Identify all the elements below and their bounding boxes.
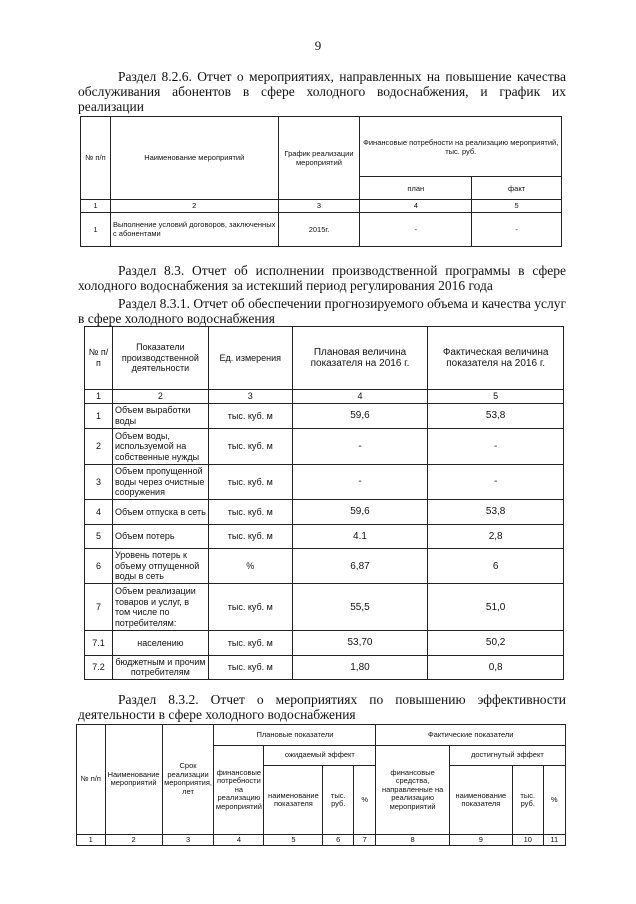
col-number: 5 [428,389,564,403]
header-plan: Плановая величина показателя на 2016 г. [292,327,428,390]
row-unit: тыс. куб. м [208,403,292,428]
header-indicator-name: наименование показателя [264,766,323,835]
col-number: 9 [449,834,512,845]
header-indicator: Показатели производственной деятельности [112,327,208,390]
header-achieved-effect: достигнутый эффект [449,746,565,766]
row-name: бюджетным и прочим потребителям [112,655,208,679]
header-unit: Ед. измерения [208,327,292,390]
col-number: 1 [77,834,106,845]
row-plan: 6,87 [292,548,428,584]
table-row [85,584,564,631]
table-row [85,524,564,548]
row-name: Объем воды, используемой на собственные нужды [112,429,208,465]
header-finance: Финансовые потребности на реализацию мероприятий, тыс. руб. [360,117,562,177]
col-number: 7 [354,834,376,845]
row-num: 4 [85,500,113,524]
table-row [85,464,564,500]
col-number: 8 [376,834,449,845]
row-unit: тыс. куб. м [208,500,292,524]
header-thousand-rub: тыс. руб. [323,766,354,835]
col-number: 4 [360,199,472,212]
header-fact: факт [472,177,562,199]
col-number: 5 [472,199,562,212]
col-number: 1 [85,389,113,403]
col-number: 1 [81,199,111,212]
header-fact: Фактическая величина показателя на 2016 г. [428,327,564,390]
row-unit: тыс. куб. м [208,429,292,465]
row-num: 5 [85,524,113,548]
col-number: 3 [278,199,360,212]
col-number: 2 [110,199,278,212]
row-name: Объем пропущенной воды через очистные сооружения [112,464,208,500]
row-num: 1 [81,212,111,246]
header-thousand-rub: тыс. руб. [512,766,543,835]
header-num: № п/п [85,327,113,390]
row-unit: тыс. куб. м [208,524,292,548]
row-fact: 53,8 [428,403,564,428]
row-name: населению [112,631,208,655]
row-plan: 1,80 [292,655,428,679]
row-plan: 55,5 [292,584,428,631]
row-num: 3 [85,464,113,500]
row-name: Объем реализации товаров и услуг, в том числе по потребителям: [112,584,208,631]
header-percent: % [543,766,565,835]
row-fact: 50,2 [428,631,564,655]
table-row [81,212,562,246]
row-name: Объем потерь [112,524,208,548]
header-name: Наименование мероприятий [105,725,162,835]
row-unit: тыс. куб. м [208,631,292,655]
page-number: 9 [314,38,322,53]
col-number: 4 [214,834,264,845]
row-fact: - [428,464,564,500]
row-fact: - [428,429,564,465]
header-name: Наименование мероприятий [110,117,278,200]
row-fact: 2,8 [428,524,564,548]
header-term: Срок реализации мероприятия, лет [162,725,214,835]
header-actual: Фактические показатели [376,725,566,746]
row-plan: - [292,429,428,465]
header-fin-directed: финансовые средства, направленные на реализацию мероприятий [376,746,449,835]
table-8-3-2 [76,724,566,846]
row-fact: - [472,212,562,246]
row-num: 1 [85,403,113,428]
row-plan: - [292,464,428,500]
col-number: 5 [264,834,323,845]
table-8-3-1 [84,326,564,680]
row-num: 7.1 [85,631,113,655]
table-row [85,631,564,655]
header-indicator-name: наименование показателя [449,766,512,835]
row-name: Уровень потерь к объему отпущенной воды в сеть [112,548,208,584]
row-schedule: 2015г. [278,212,360,246]
header-planned: Плановые показатели [214,725,376,746]
col-number: 3 [162,834,214,845]
row-num: 2 [85,429,113,465]
row-unit: % [208,548,292,584]
header-plan: план [360,177,472,199]
row-plan: 4.1 [292,524,428,548]
section-8-3-1-title: Раздел 8.3.1. Отчет об обеспечении прогнозируемого объема и качества услуг в сфере холодного водоснабжения [78,296,566,326]
row-plan: 53,70 [292,631,428,655]
col-number: 2 [112,389,208,403]
row-fact: 6 [428,548,564,584]
header-num: № п/п [81,117,111,200]
row-num: 7.2 [85,655,113,679]
col-number: 4 [292,389,428,403]
row-fact: 51,0 [428,584,564,631]
section-8-2-6-title: Раздел 8.2.6. Отчет о мероприятиях, направленных на повышение качества обслуживания абонентов в сфере холодного водоснабжения, и график их реализации [78,69,566,114]
row-fact: 0,8 [428,655,564,679]
row-name: Объем отпуска в сеть [112,500,208,524]
col-number: 10 [512,834,543,845]
row-fact: 53,8 [428,500,564,524]
row-unit: тыс. куб. м [208,584,292,631]
row-unit: тыс. куб. м [208,655,292,679]
table-row [85,429,564,465]
row-unit: тыс. куб. м [208,464,292,500]
section-8-3-title: Раздел 8.3. Отчет об исполнении производственной программы в сфере холодного водоснабжения за истекший период регулирования 2016 года [78,263,566,293]
table-8-2-6 [80,116,562,247]
row-num: 6 [85,548,113,584]
header-expected-effect: ожидаемый эффект [264,746,376,766]
header-fin-need: финансовые потребности на реализацию мероприятий [214,746,264,835]
row-name: Выполнение условий договоров, заключенных с абонентами [110,212,278,246]
table-row [85,655,564,679]
header-schedule: График реализации мероприятий [278,117,360,200]
header-percent: % [354,766,376,835]
col-number: 2 [105,834,162,845]
row-plan: - [360,212,472,246]
col-number: 3 [208,389,292,403]
row-plan: 59,6 [292,403,428,428]
col-number: 11 [543,834,565,845]
row-name: Объем выработки воды [112,403,208,428]
section-8-3-2-title: Раздел 8.3.2. Отчет о мероприятиях по повышению эффективности деятельности в сфере холодного водоснабжения [78,692,566,722]
row-num: 7 [85,584,113,631]
header-num: № п/п [77,725,106,835]
row-plan: 59,6 [292,500,428,524]
table-row [85,548,564,584]
col-number: 6 [323,834,354,845]
table-row [85,403,564,428]
table-row [85,500,564,524]
